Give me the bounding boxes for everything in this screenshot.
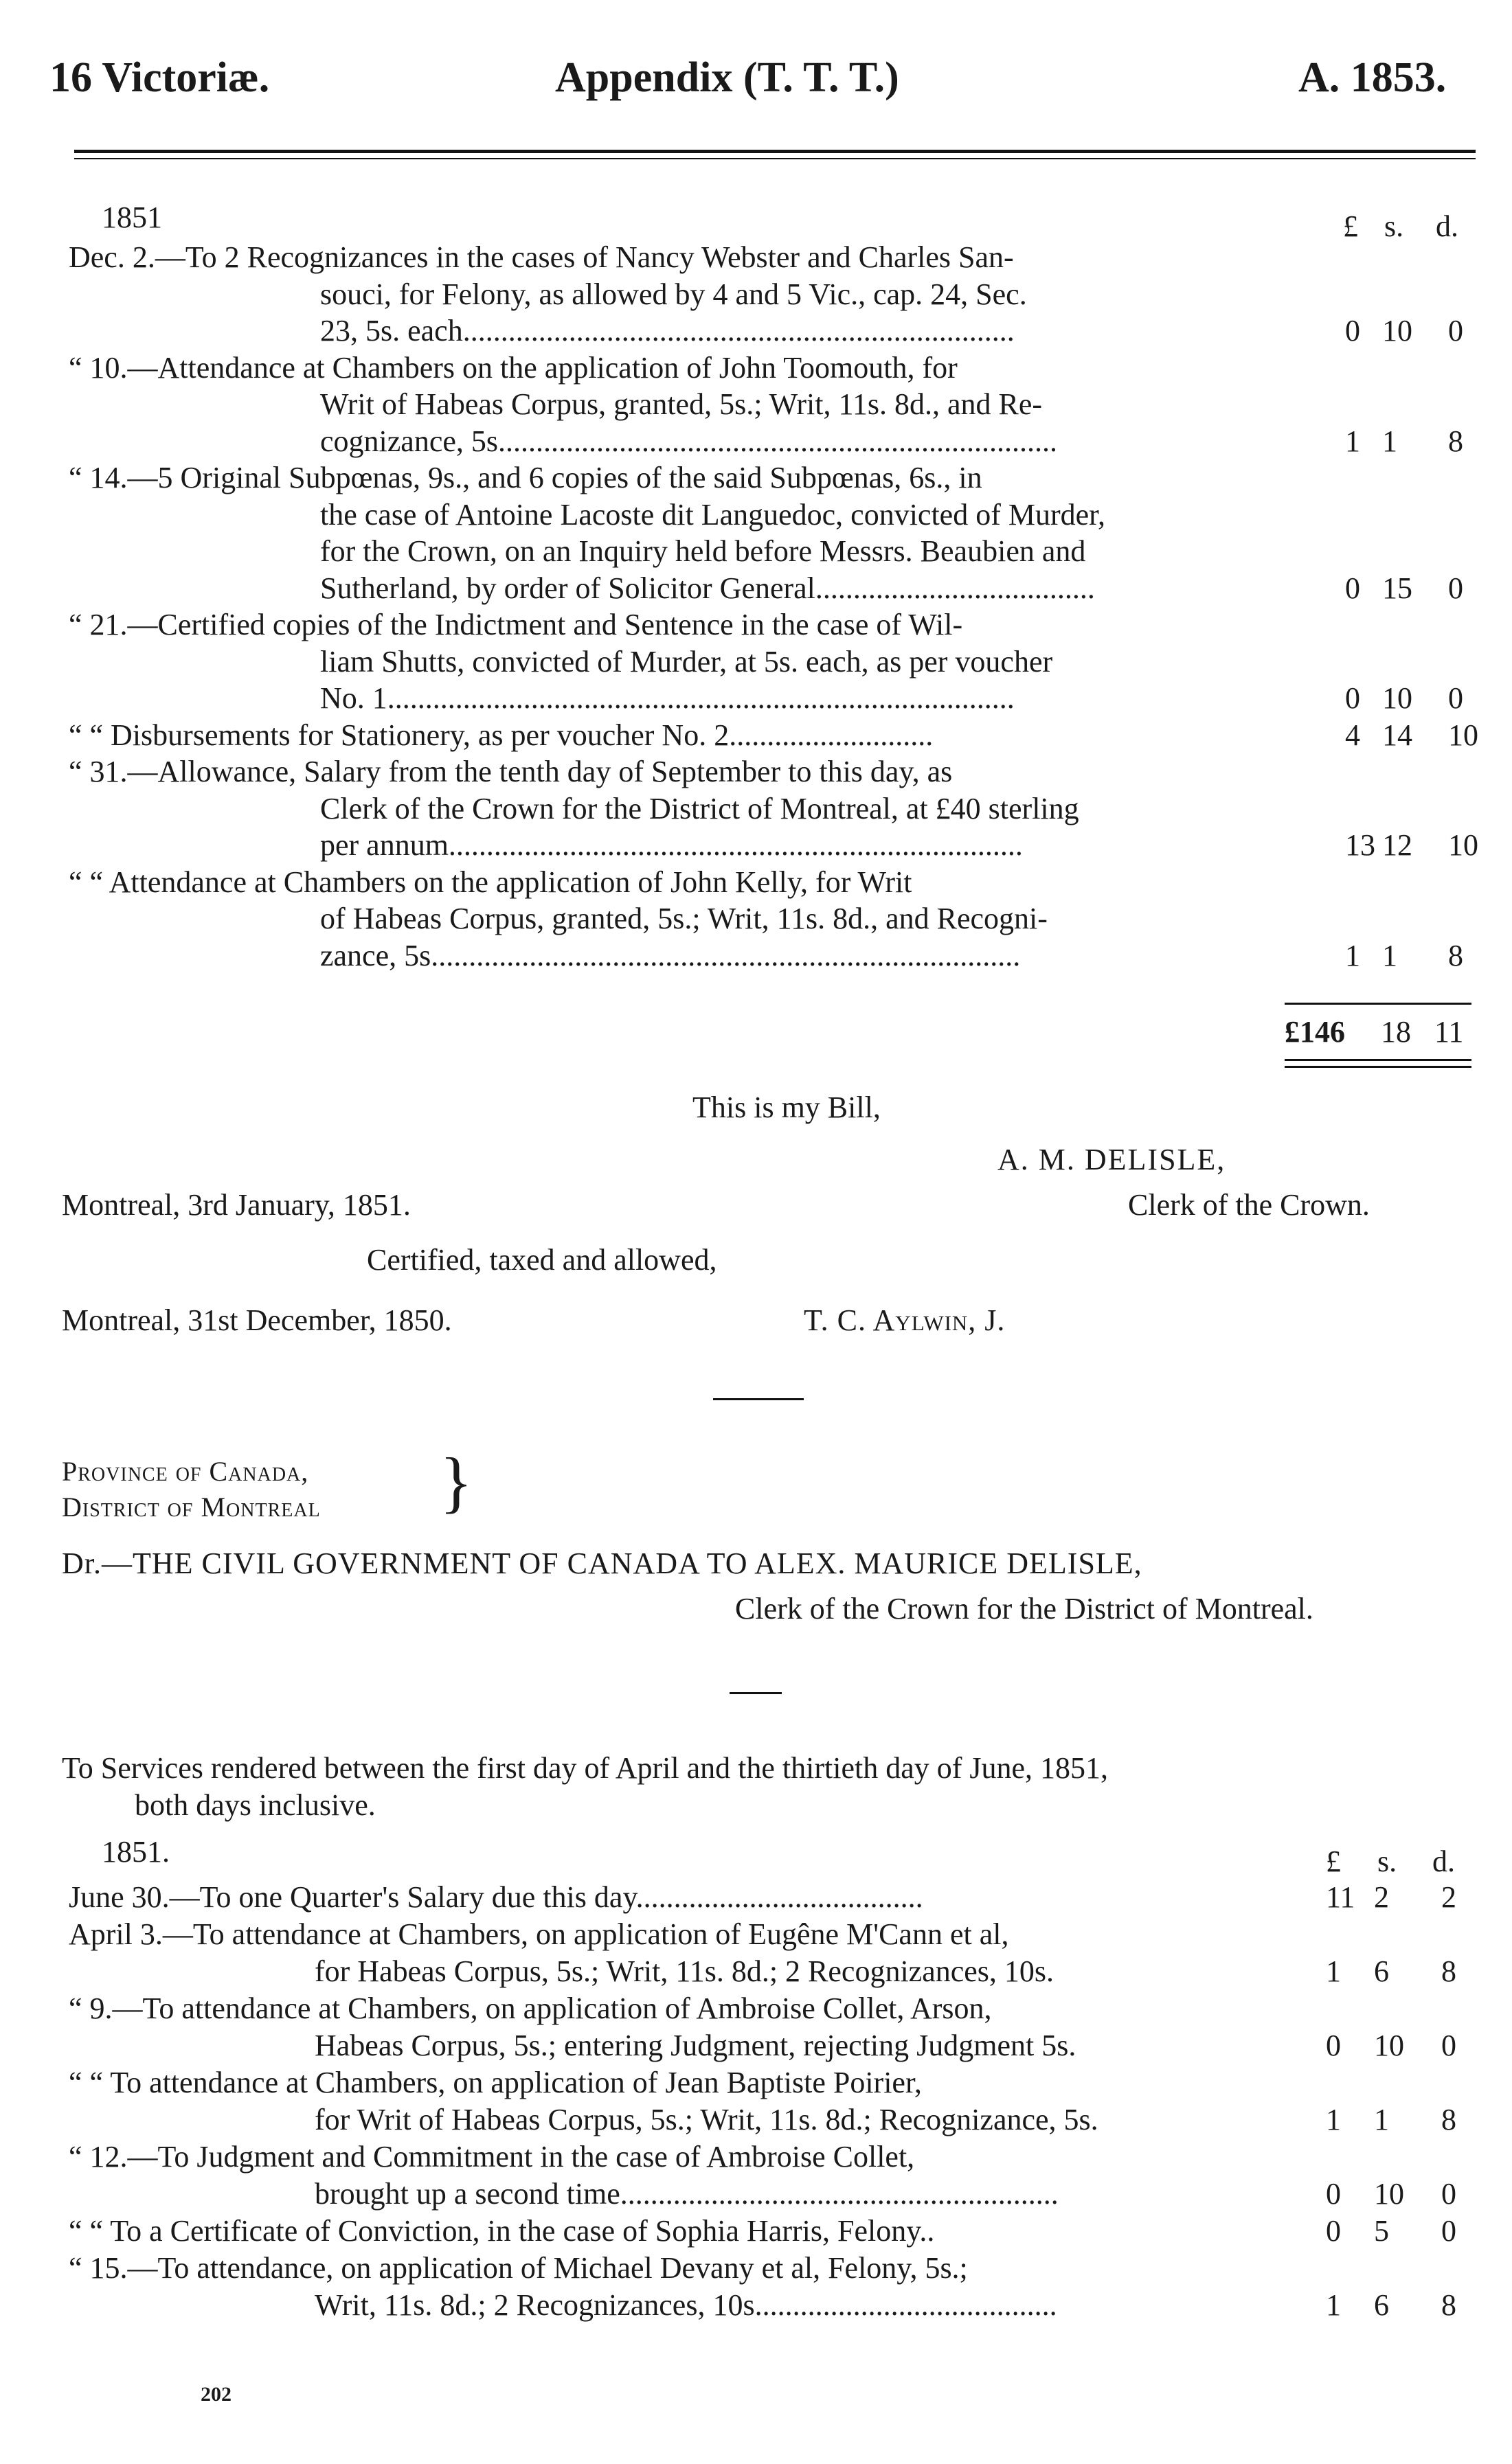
signer-title: Clerk of the Crown. — [1128, 1188, 1370, 1222]
bill1-total-rule-bottom-2 — [1285, 1066, 1471, 1068]
amount-shillings: 10 — [1374, 2177, 1404, 2211]
amount-pounds: 1 — [1345, 424, 1360, 458]
account2-col-shillings: s. — [1377, 1845, 1397, 1878]
amount-shillings: 6 — [1374, 2288, 1389, 2322]
amount-pounds: 1 — [1345, 938, 1360, 972]
amount-pounds: 4 — [1345, 718, 1360, 752]
amount-shillings: 15 — [1382, 571, 1412, 605]
bill1-entry-line: Writ of Habeas Corpus, granted, 5s.; Writ, 11s. 8d., and Re- — [320, 387, 1043, 421]
brace-glyph: } — [440, 1444, 473, 1520]
bill1-total-rule-bottom-1 — [1285, 1059, 1471, 1061]
amount-pence: 8 — [1448, 424, 1463, 458]
services-intro-1: To Services rendered between the first day of April and the thirtieth day of June, 1851, — [62, 1751, 1109, 1785]
account2-entry-line: “ “ To attendance at Chambers, on application of Jean Baptiste Poirier, — [69, 2066, 922, 2099]
certified-place-date: Montreal, 31st December, 1850. — [62, 1303, 452, 1337]
bill1-total-rule-top — [1285, 1003, 1471, 1005]
account2-entry-line: Writ, 11s. 8d.; 2 Recognizances, 10s........................................ — [315, 2288, 1057, 2322]
header-center: Appendix (T. T. T.) — [555, 54, 899, 101]
account2-entry-line: Habeas Corpus, 5s.; entering Judgment, rejecting Judgment 5s. — [315, 2029, 1076, 2062]
header-rule-thick — [74, 150, 1476, 153]
page-number: 202 — [201, 2383, 232, 2406]
amount-pence: 2 — [1441, 1880, 1456, 1914]
amount-shillings: 1 — [1382, 938, 1397, 972]
bill1-col-shillings: s. — [1384, 209, 1404, 243]
section-divider-2 — [730, 1692, 782, 1694]
signature-place-date: Montreal, 3rd January, 1851. — [62, 1188, 411, 1222]
amount-pounds: 1 — [1326, 2288, 1341, 2322]
amount-pounds: 0 — [1326, 2177, 1341, 2211]
bill1-entry-line: of Habeas Corpus, granted, 5s.; Writ, 11s. 8d., and Recogni- — [320, 902, 1048, 935]
bill1-entry-line: Dec. 2.—To 2 Recognizances in the cases of Nancy Webster and Charles San- — [69, 240, 1014, 274]
amount-pounds: 11 — [1326, 1880, 1355, 1914]
bill1-entry-line: “ 31.—Allowance, Salary from the tenth day of September to this day, as — [69, 755, 953, 788]
province-label: Province of Canada, — [62, 1456, 309, 1487]
dr-sub: Clerk of the Crown for the District of Montreal. — [735, 1592, 1313, 1625]
bill1-entry-line: 23, 5s. each......................................................................... — [320, 314, 1015, 347]
bill1-total-pounds: £146 — [1285, 1015, 1345, 1049]
certified-line: Certified, taxed and allowed, — [367, 1243, 717, 1277]
amount-pence: 0 — [1441, 2214, 1456, 2248]
amount-pence: 10 — [1448, 828, 1478, 862]
amount-pounds: 0 — [1345, 314, 1360, 347]
amount-shillings: 5 — [1374, 2214, 1389, 2248]
account2-entry-line: for Habeas Corpus, 5s.; Writ, 11s. 8d.; 2 Recognizances, 10s. — [315, 1954, 1054, 1988]
header-left: 16 Victoriæ. — [49, 54, 270, 101]
amount-pence: 0 — [1448, 681, 1463, 715]
bill1-total-shillings: 18 — [1381, 1015, 1411, 1049]
amount-pounds: 1 — [1326, 2103, 1341, 2136]
amount-pence: 8 — [1448, 938, 1463, 972]
bill1-entry-line: Clerk of the Crown for the District of Montreal, at £40 sterling — [320, 791, 1079, 825]
judge-name: T. C. Aylwin, J. — [804, 1303, 1006, 1337]
account2-entry-line: for Writ of Habeas Corpus, 5s.; Writ, 11s. 8d.; Recognizance, 5s. — [315, 2103, 1098, 2136]
bill1-entry-line: No. 1................................................................................... — [320, 681, 1015, 715]
account2-col-pounds: £ — [1326, 1845, 1341, 1878]
district-label: District of Montreal — [62, 1492, 321, 1522]
amount-pounds: 0 — [1345, 681, 1360, 715]
account2-col-pence: d. — [1432, 1845, 1455, 1878]
account2-entry-line: “ 12.—To Judgment and Commitment in the case of Ambroise Collet, — [69, 2140, 915, 2174]
account2-entry-line: “ 15.—To attendance, on application of Michael Devany et al, Felony, 5s.; — [69, 2251, 968, 2285]
amount-pounds: 13 — [1345, 828, 1375, 862]
account2-entry-line: April 3.—To attendance at Chambers, on application of Eugêne M'Cann et al, — [69, 1917, 1009, 1951]
amount-pence: 0 — [1441, 2177, 1456, 2211]
signer-name: A. M. DELISLE, — [997, 1143, 1226, 1176]
bill1-entry-line: “ 14.—5 Original Subpœnas, 9s., and 6 copies of the said Subpœnas, 6s., in — [69, 461, 982, 494]
amount-pence: 10 — [1448, 718, 1478, 752]
amount-shillings: 2 — [1374, 1880, 1389, 1914]
amount-shillings: 1 — [1374, 2103, 1389, 2136]
amount-pence: 0 — [1448, 571, 1463, 605]
amount-pence: 8 — [1441, 1954, 1456, 1988]
amount-pence: 8 — [1441, 2288, 1456, 2322]
account2-year: 1851. — [102, 1835, 170, 1869]
account2-entry-line: “ 9.—To attendance at Chambers, on application of Ambroise Collet, Arson, — [69, 1992, 992, 2025]
bill1-entry-line: “ 21.—Certified copies of the Indictment and Sentence in the case of Wil- — [69, 608, 963, 641]
bill1-entry-line: for the Crown, on an Inquiry held before Messrs. Beaubien and — [320, 534, 1086, 568]
bill1-entry-line: the case of Antoine Lacoste dit Languedoc, convicted of Murder, — [320, 497, 1106, 532]
amount-pence: 8 — [1441, 2103, 1456, 2136]
amount-pence: 0 — [1448, 314, 1463, 347]
amount-shillings: 10 — [1382, 314, 1412, 347]
section-divider — [713, 1398, 804, 1400]
bill1-entry-line: Sutherland, by order of Solicitor General..................................... — [320, 571, 1095, 605]
header-right: A. 1853. — [1298, 54, 1447, 101]
bill1-entry-line: per annum............................................................................ — [320, 828, 1023, 862]
bill1-total-pence: 11 — [1434, 1015, 1464, 1049]
amount-pounds: 0 — [1326, 2214, 1341, 2248]
dr-line: Dr.—THE CIVIL GOVERNMENT OF CANADA TO ALEX. MAURICE DELISLE, — [62, 1547, 1142, 1580]
account2-entry-line: “ “ To a Certificate of Conviction, in the case of Sophia Harris, Felony.. — [69, 2214, 935, 2248]
amount-shillings: 12 — [1382, 828, 1412, 862]
bill1-entry-line: liam Shutts, convicted of Murder, at 5s. each, as per voucher — [320, 644, 1053, 678]
bill1-col-pounds: £ — [1343, 209, 1358, 243]
bill1-entry-line: souci, for Felony, as allowed by 4 and 5 Vic., cap. 24, Sec. — [320, 277, 1027, 311]
bill1-year: 1851 — [102, 201, 162, 234]
amount-shillings: 1 — [1382, 424, 1397, 458]
amount-shillings: 14 — [1382, 718, 1412, 752]
account2-entry-line: brought up a second time.......................................................... — [315, 2177, 1059, 2211]
bill1-entry-line: “ “ Attendance at Chambers on the application of John Kelly, for Writ — [69, 865, 912, 899]
amount-shillings: 10 — [1382, 681, 1412, 715]
amount-pence: 0 — [1441, 2029, 1456, 2062]
account2-entry-line: June 30.—To one Quarter's Salary due this day...................................... — [69, 1880, 923, 1914]
amount-pounds: 0 — [1345, 571, 1360, 605]
services-intro-2: both days inclusive. — [135, 1788, 376, 1822]
bill-line: This is my Bill, — [692, 1091, 881, 1124]
amount-pounds: 0 — [1326, 2029, 1341, 2062]
amount-shillings: 10 — [1374, 2029, 1404, 2062]
amount-shillings: 6 — [1374, 1954, 1389, 1988]
bill1-entry-line: “ 10.—Attendance at Chambers on the application of John Toomouth, for — [69, 350, 958, 385]
bill1-col-pence: d. — [1436, 209, 1458, 243]
bill1-entry-line: zance, 5s.............................................................................. — [320, 938, 1021, 972]
bill1-entry-line: cognizance, 5s.......................................................................... — [320, 424, 1057, 458]
amount-pounds: 1 — [1326, 1954, 1341, 1988]
bill1-entry-line: “ “ Disbursements for Stationery, as per voucher No. 2........................... — [69, 718, 934, 752]
header-rule-thin — [74, 158, 1476, 159]
